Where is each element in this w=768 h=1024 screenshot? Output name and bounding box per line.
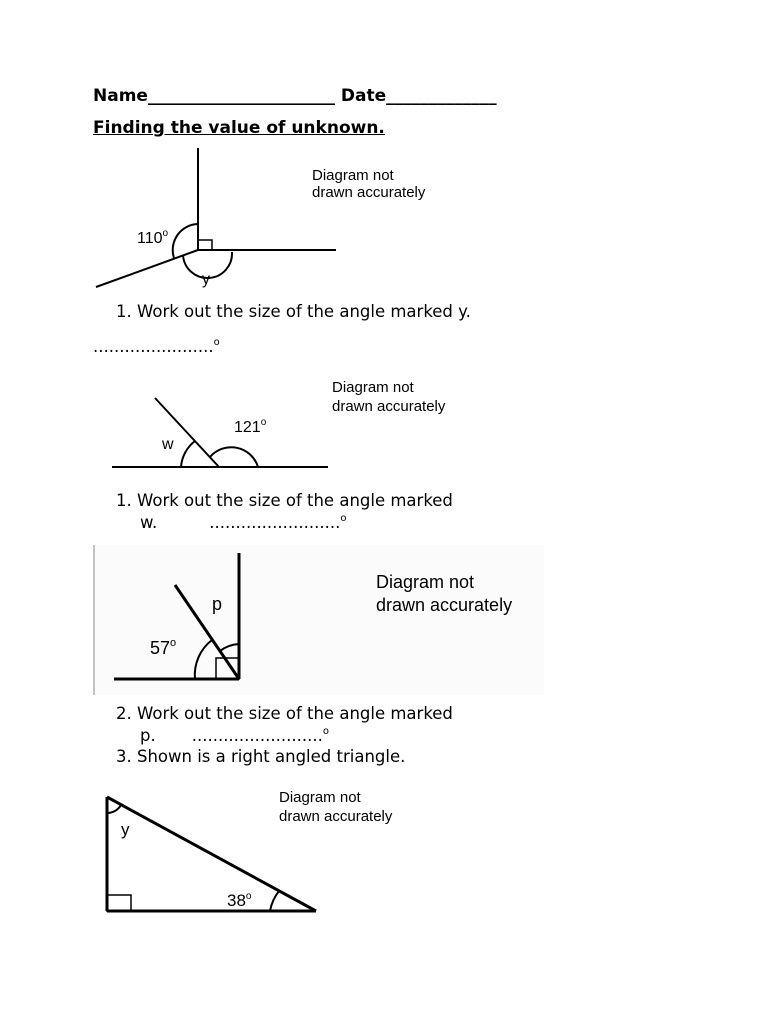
answer-1-blank: .......................: [93, 337, 214, 356]
diagram-note-2a: Diagram not: [332, 379, 414, 396]
diagram-note-4b: drawn accurately: [279, 808, 393, 825]
angle-label-110: 110$^o$: [137, 228, 169, 247]
question-3-text: Work out the size of the angle marked: [137, 704, 453, 723]
question-3-number: 2.: [116, 704, 132, 723]
diagram-note-3b: drawn accurately: [376, 595, 513, 615]
degree-symbol-3: o: [322, 726, 329, 737]
date-blank: _____________: [386, 86, 497, 106]
question-4-text: Shown is a right angled triangle.: [137, 747, 406, 766]
question-2-number: 1.: [116, 491, 132, 510]
unknown-label-y1: y: [202, 271, 210, 288]
question-4-number: 3.: [116, 747, 132, 766]
degree-symbol-1: o: [213, 337, 220, 348]
degree-symbol-2: o: [340, 513, 347, 524]
question-3-text-line2: p.: [140, 726, 156, 745]
diagram-note-1a: Diagram not: [312, 167, 394, 184]
unknown-label-w: w: [162, 436, 174, 453]
diagram-note-2b: drawn accurately: [332, 398, 446, 415]
name-blank: ______________________: [147, 86, 335, 106]
date-label: Date: [340, 86, 387, 106]
name-label: Name: [93, 86, 148, 106]
question-1-number: 1.: [116, 302, 132, 321]
worksheet-title: Finding the value of unknown.: [93, 118, 385, 138]
question-1-text: Work out the size of the angle marked y.: [137, 302, 471, 321]
unknown-label-p: p: [212, 594, 223, 614]
question-2-text-line2: w.: [140, 513, 158, 532]
unknown-label-y2: y: [121, 820, 130, 839]
diagram-note-1b: drawn accurately: [312, 184, 426, 201]
question-2-text: Work out the size of the angle marked: [137, 491, 453, 510]
angle-label-121: 121$^o$: [234, 417, 267, 436]
diagram-note-3a: Diagram not: [376, 572, 475, 592]
angle-label-57: 57$^o$: [150, 637, 177, 658]
diagram-note-4a: Diagram not: [279, 789, 361, 806]
answer-2-blank: .........................: [209, 513, 341, 532]
answer-3-blank: .........................: [191, 726, 323, 745]
angle-label-38: 38$^o$: [227, 891, 252, 910]
